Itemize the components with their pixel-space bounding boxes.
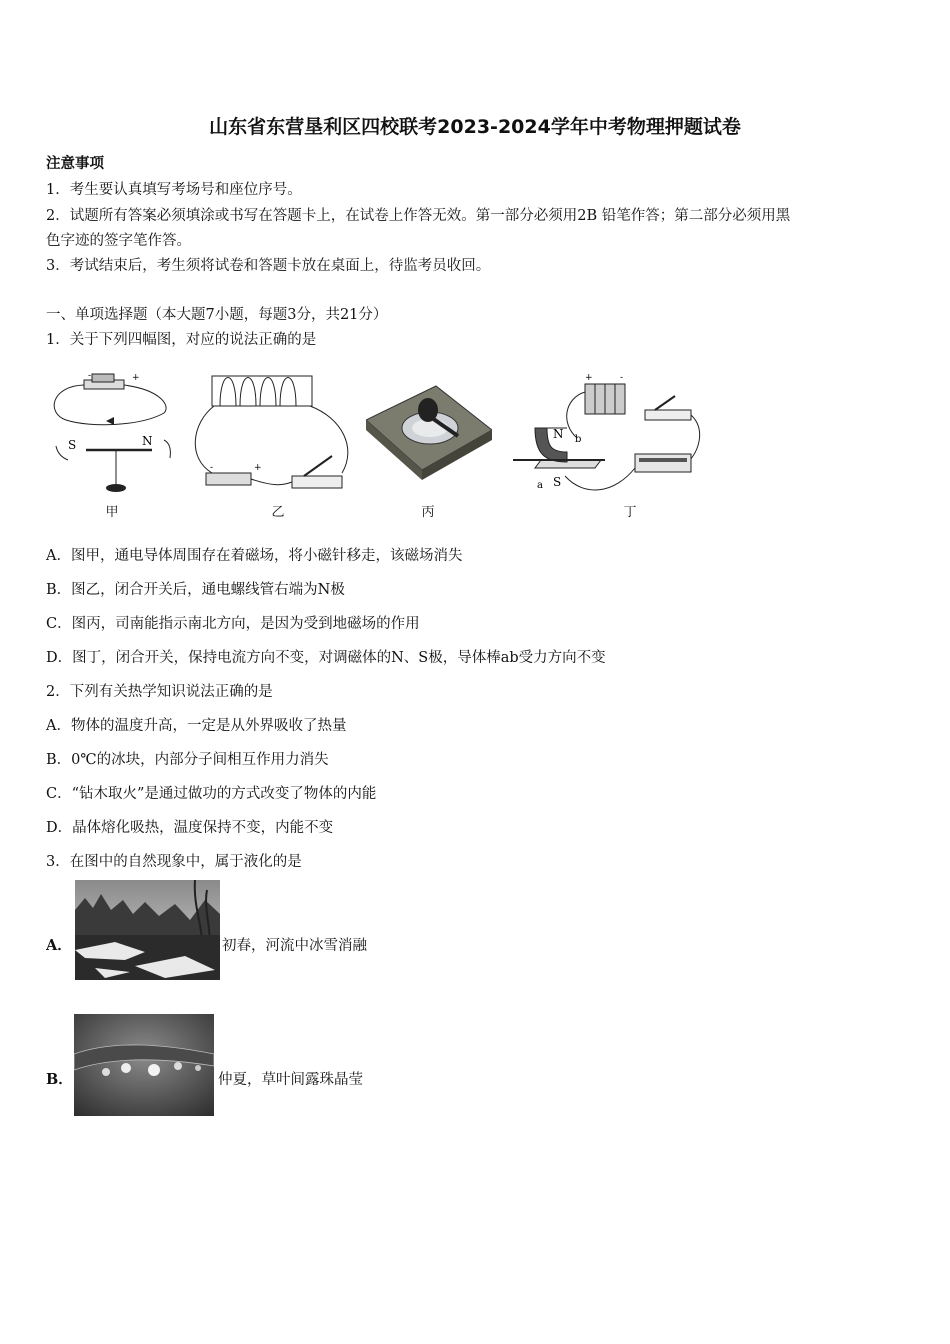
notice-item-3: 3．考试结束后，考生须将试卷和答题卡放在桌面上，待监考员收回。 [46, 258, 491, 274]
fig-label-bing: 丙 [421, 505, 435, 520]
battery-yi [206, 473, 251, 485]
wire-loop [54, 385, 166, 425]
solenoid [212, 376, 312, 406]
photo-river-ice [75, 880, 220, 980]
rotation-arrow-icon [164, 440, 170, 458]
figure-ding [505, 368, 705, 503]
q1-option-a: A．图甲，通电导体周围存在着磁场，将小磁针移走，该磁场消失 [46, 548, 463, 564]
fig-label-ding: 丁 [623, 505, 637, 520]
notice-item-2: 2．试题所有答案必须填涂或书写在答题卡上，在试卷上作答无效。第一部分必须用2B 铅笔作答；第二部分必须用黑 [46, 208, 791, 224]
q3-option-b-text: 仲夏，草叶间露珠晶莹 [218, 1072, 363, 1088]
figure-bing [366, 378, 492, 488]
arrow-icon [106, 417, 114, 425]
minus-sign: - [88, 371, 92, 381]
fig-label-jia: 甲 [105, 505, 119, 520]
q2-stem: 2．下列有关热学知识说法正确的是 [46, 684, 273, 700]
figure-yi [192, 368, 362, 503]
section-heading: 一、单项选择题（本大题7小题，每题3分，共21分） [46, 307, 388, 323]
svg-text:+: + [254, 463, 262, 473]
svg-text:a: a [537, 480, 543, 491]
svg-text:+: + [585, 373, 593, 383]
plus-sign: + [132, 373, 140, 383]
q2-option-b: B．0℃的冰块，内部分子间相互作用力消失 [46, 752, 329, 768]
q3-option-a-letter: A． [46, 937, 72, 954]
q1-stem: 1．关于下列四幅图，对应的说法正确的是 [46, 332, 317, 348]
notice-item-2-cont: 色字迹的签字笔作答。 [46, 233, 191, 249]
q2-option-a: A．物体的温度升高，一定是从外界吸收了热量 [46, 718, 347, 734]
rheostat [635, 454, 691, 472]
fig-label-yi: 乙 [271, 505, 285, 520]
q3-option-b-letter: B． [46, 1071, 73, 1088]
notice-item-1: 1．考生要认真填写考场号和座位序号。 [46, 182, 302, 198]
q3-option-a-text: 初春，河流中冰雪消融 [222, 938, 367, 954]
notice-heading: 注意事项 [46, 155, 104, 172]
rotation-arrow-icon [56, 446, 68, 460]
switch-ding [645, 410, 691, 420]
s-label: S [68, 438, 77, 452]
svg-text:-: - [210, 463, 214, 473]
svg-text:b: b [575, 434, 582, 445]
switch-yi [292, 476, 342, 488]
page-title: 山东省东营垦利区四校联考2023-2024学年中考物理押题试卷 [209, 116, 741, 138]
svg-text:S: S [553, 475, 562, 489]
figure-jia [46, 368, 176, 503]
svg-text:N: N [553, 427, 564, 441]
svg-text:-: - [620, 373, 624, 383]
q2-option-d: D．晶体熔化吸热，温度保持不变，内能不变 [46, 820, 334, 836]
q2-option-c: C．“钻木取火”是通过做功的方式改变了物体的内能 [46, 786, 377, 802]
q1-option-c: C．图丙，司南能指示南北方向，是因为受到地磁场的作用 [46, 616, 420, 632]
photo-dew-drops [74, 1014, 214, 1116]
q1-option-b: B．图乙，闭合开关后，通电螺线管右端为N极 [46, 582, 345, 598]
q3-stem: 3．在图中的自然现象中，属于液化的是 [46, 854, 302, 870]
n-label: N [142, 434, 153, 448]
q1-option-d: D．图丁，闭合开关，保持电流方向不变，对调磁体的N、S极，导体棒ab受力方向不变 [46, 650, 606, 666]
